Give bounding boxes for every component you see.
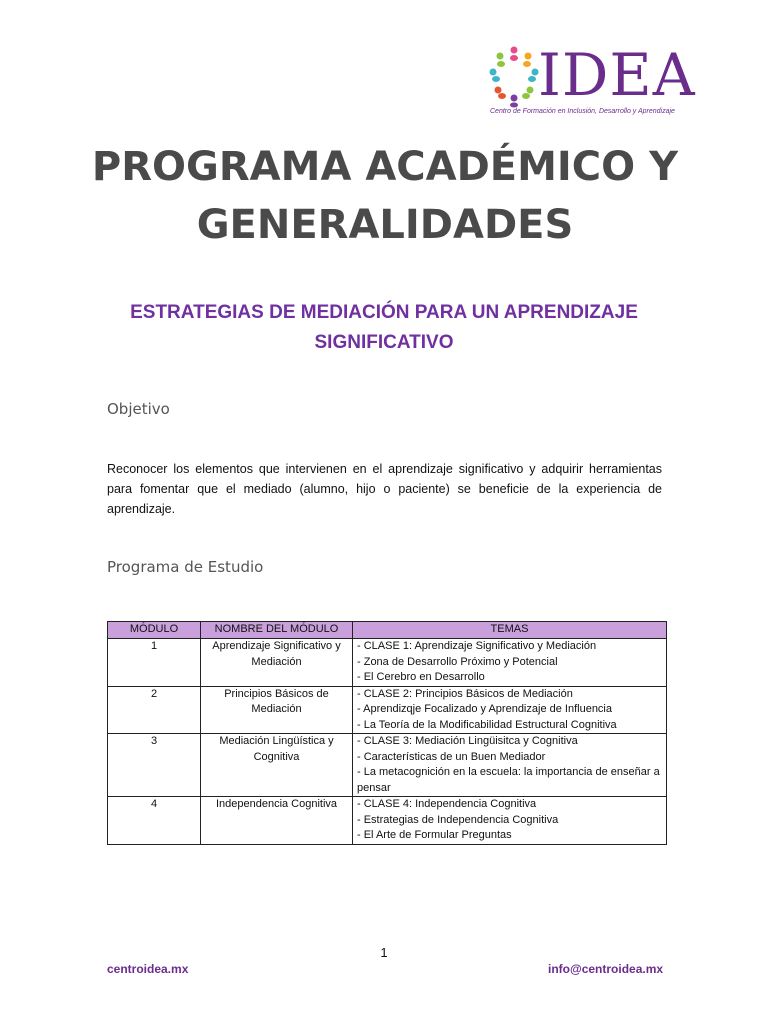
header-module-name: NOMBRE DEL MÓDULO [201,622,353,639]
objective-text: Reconocer los elementos que intervienen en el aprendizaje significativo y adquirir herramientas para fomentar que el mediado (alumno, hijo o paciente) se beneficie de la experiencia de aprendizaje. [107,462,662,516]
topic-item: - Estrategias de Independencia Cognitiva [357,813,559,826]
topic-item: - Características de un Buen Mediador [357,750,546,763]
topic-item: - Zona de Desarrollo Próximo y Potencial [357,655,558,668]
module-topics [353,734,667,797]
table-row [108,686,667,734]
website-link[interactable]: centroidea.mx [107,962,189,976]
program-heading: Programa de Estudio [107,558,264,576]
header-module: MÓDULO [108,622,201,639]
logo-tagline: Centro de Formación en Inclusión, Desarrollo y Aprendizaje [490,108,675,115]
topic-item: - CLASE 1: Aprendizaje Significativo y Mediación [357,640,597,652]
module-topics [353,797,667,845]
topic-item: - Aprendizqje Focalizado y Aprendizaje de Influencia [357,703,612,715]
page-number: 1 [380,945,388,960]
module-topics [353,639,667,687]
idea-logo [486,41,696,122]
email-link[interactable]: info@centroidea.mx [548,962,664,976]
program-table [107,621,667,845]
topic-item: - La metacognición en la escuela: la importancia de enseñar a pensar [357,766,660,794]
logo-wordmark: IDEA [538,41,696,109]
topic-item: - El Arte de Formular Preguntas [357,829,512,841]
module-number: 4 [108,797,201,845]
module-name: Independencia Cognitiva [201,797,353,845]
table-row [108,797,667,845]
module-name: Principios Básicos de Mediación [201,686,353,734]
header-topics: TEMAS [353,622,667,639]
module-number: 1 [108,639,201,687]
table-header-row [108,622,667,639]
module-name: Mediación Lingüística y Cognitiva [201,734,353,797]
module-number: 2 [108,686,201,734]
topic-item: - El Cerebro en Desarrollo [357,671,485,683]
page-title: PROGRAMA ACADÉMICO Y GENERALIDADES [91,144,679,248]
topic-item: - CLASE 3: Mediación Lingüisitca y Cognitiva [357,735,578,747]
module-number: 3 [108,734,201,797]
table-row [108,734,667,797]
objective-heading: Objetivo [107,400,170,418]
flower-figures-icon [486,44,542,108]
page-subtitle: ESTRATEGIAS DE MEDIACIÓN PARA UN APRENDIZAJE SIGNIFICATIVO [130,302,638,353]
module-name: Aprendizaje Significativo y Mediación [201,639,353,687]
topic-item: - CLASE 4: Independencia Cognitiva [357,798,537,810]
topic-item: - La Teoría de la Modificabilidad Estructural Cognitiva [357,718,617,731]
table-row [108,639,667,687]
module-topics [353,686,667,734]
topic-item: - CLASE 2: Principios Básicos de Mediación [357,687,573,700]
